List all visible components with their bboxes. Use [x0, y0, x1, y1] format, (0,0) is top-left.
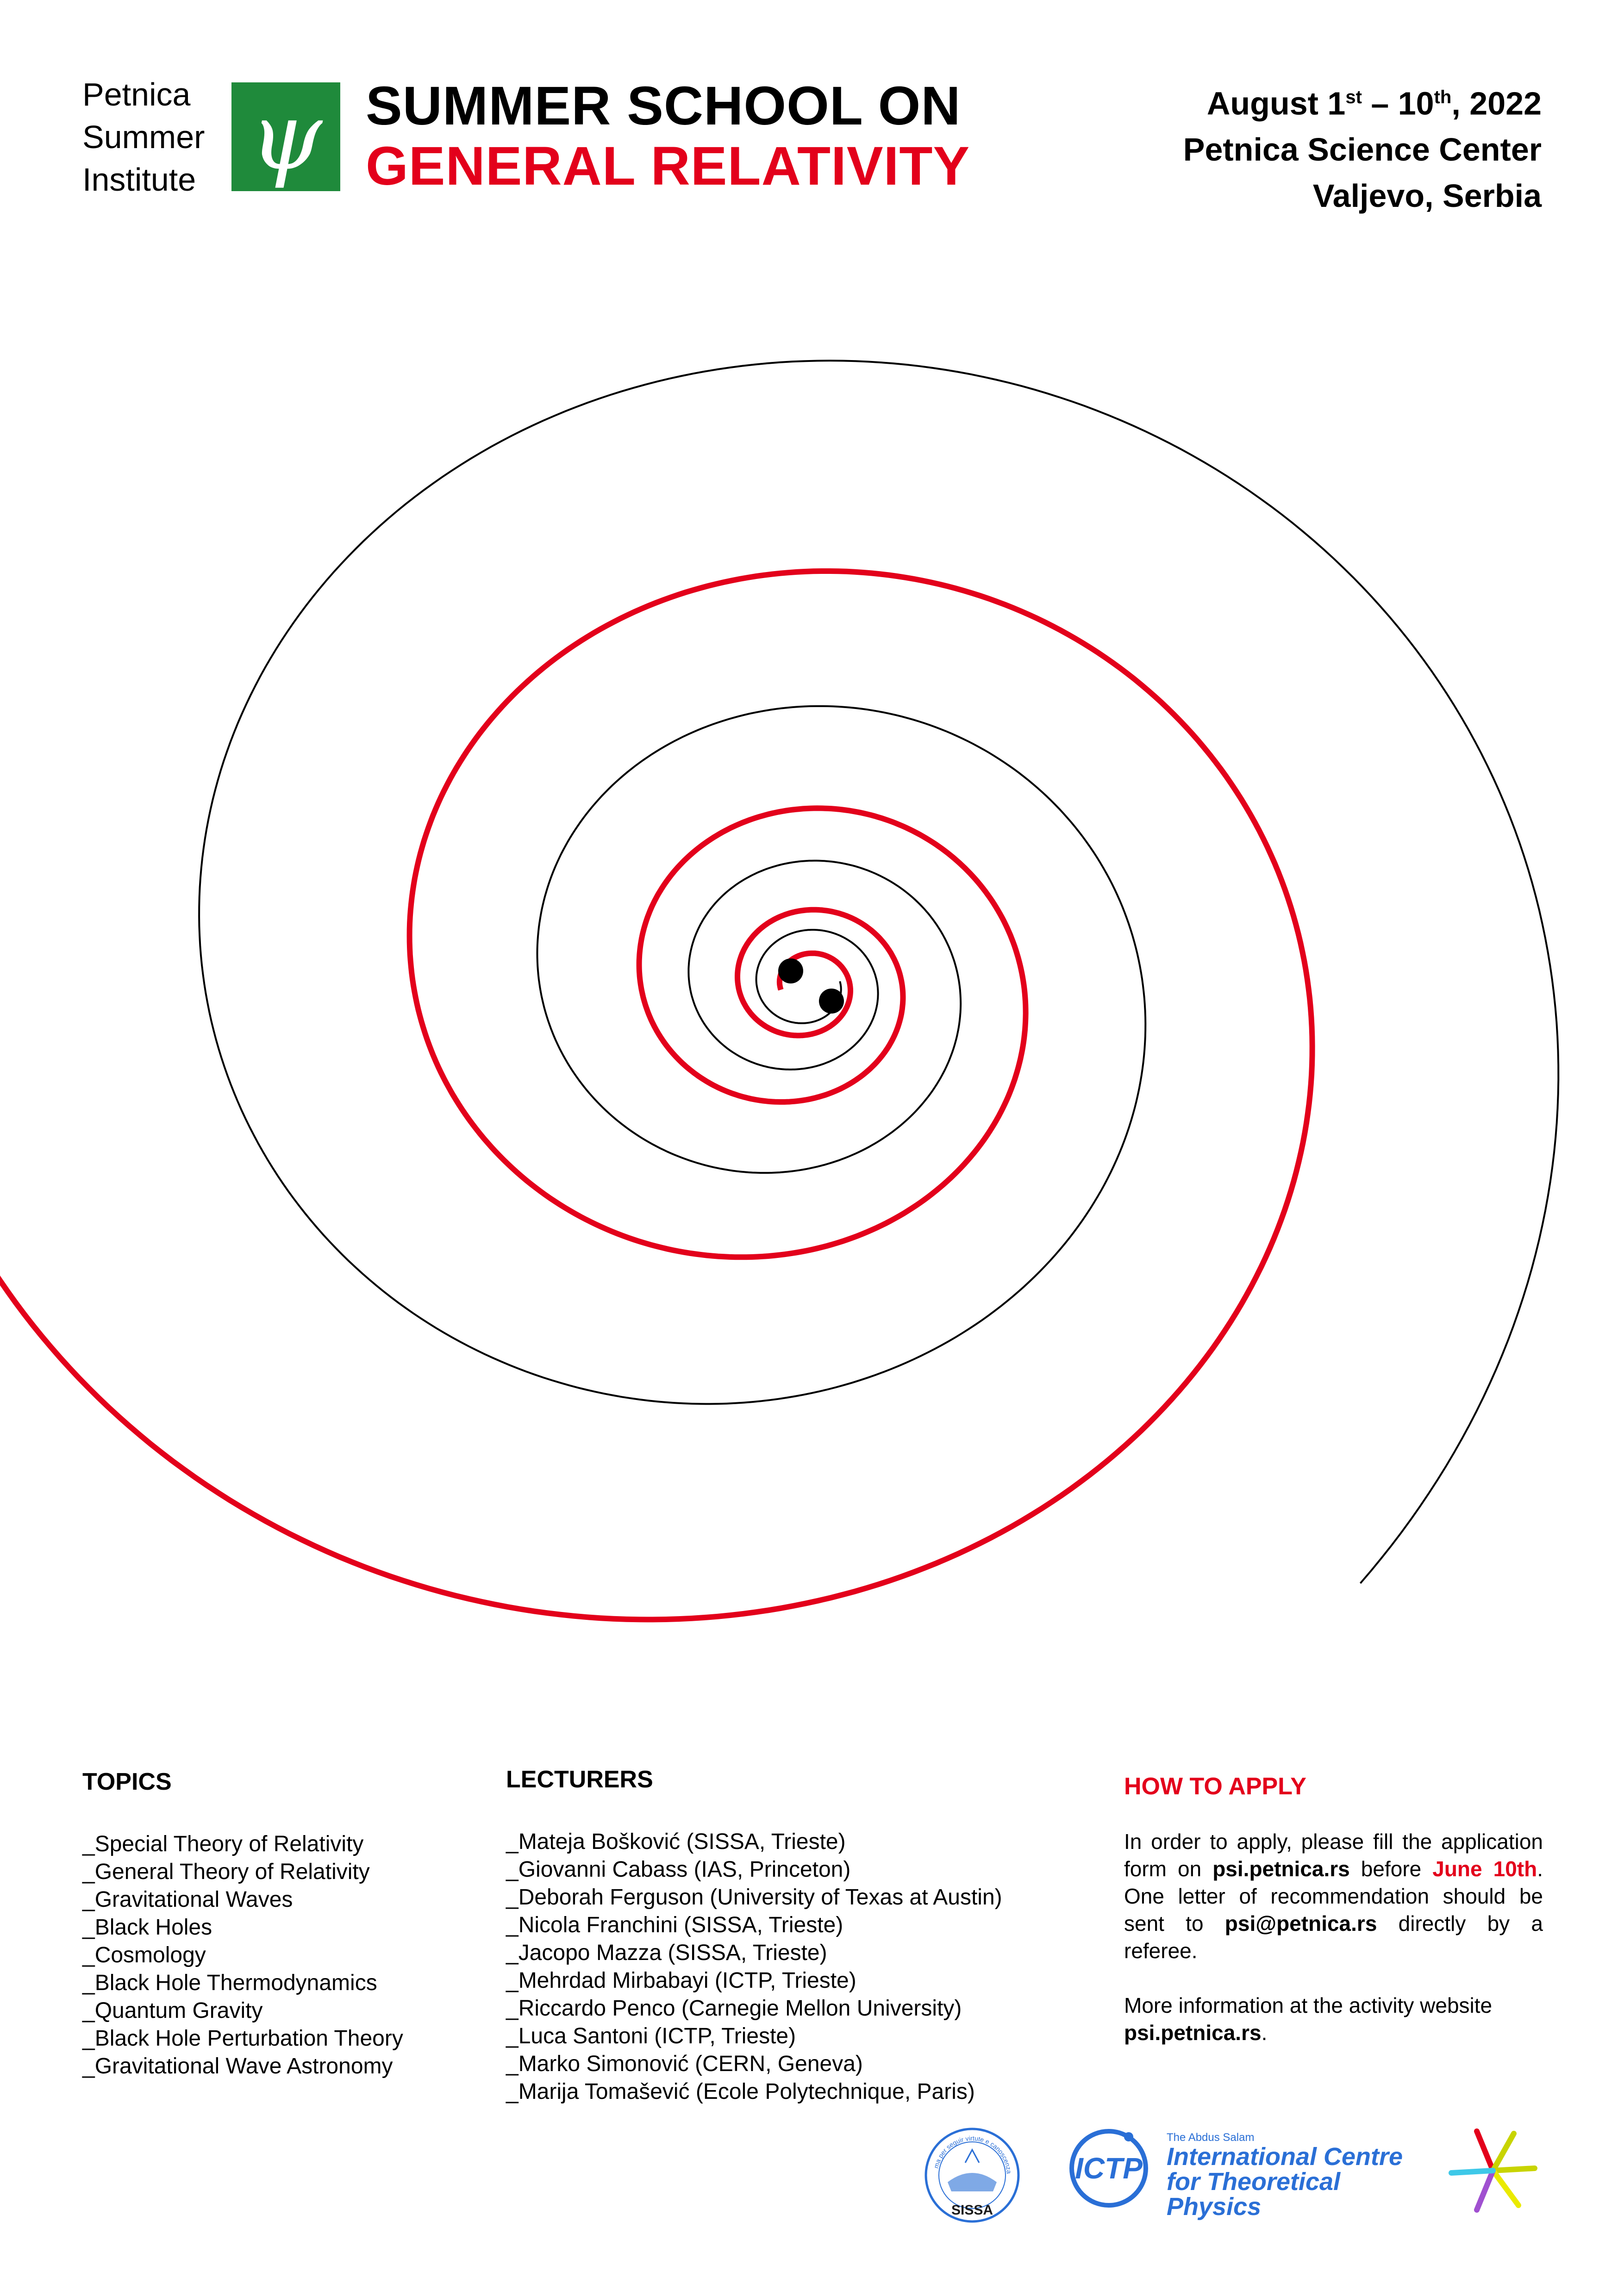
list-item: _Black Hole Perturbation Theory	[82, 2026, 403, 2051]
deadline: June 10th	[1432, 1857, 1537, 1881]
topics-heading: TOPICS	[82, 1768, 172, 1795]
institute-line: Summer	[82, 119, 205, 155]
ictp-logo	[1065, 2122, 1440, 2221]
ictp-name: International Centre for Theoretical Physics	[1167, 2143, 1403, 2221]
svg-text:SISSA: SISSA	[951, 2203, 993, 2218]
lecturers-heading: LECTURERS	[506, 1766, 653, 1793]
ictp-subtitle: The Abdus Salam	[1167, 2131, 1255, 2144]
list-item: _Special Theory of Relativity	[82, 1832, 364, 1856]
black-hole-icon	[778, 958, 803, 983]
event-date: August 1st – 10th, 2022	[1206, 85, 1542, 122]
list-item: _Cosmology	[82, 1943, 206, 1967]
institute-name	[82, 73, 205, 201]
list-item: _Giovanni Cabass (IAS, Princeton)	[506, 1857, 851, 1882]
list-item: _Nicola Franchini (SISSA, Trieste)	[506, 1913, 843, 1937]
list-item: _Gravitational Waves	[82, 1887, 293, 1912]
list-item: _Quantum Gravity	[82, 1998, 263, 2023]
event-location: Valjevo, Serbia	[1312, 178, 1542, 214]
list-item: _Mehrdad Mirbabayi (ICTP, Trieste)	[506, 1968, 856, 1993]
list-item: _Jacopo Mazza (SISSA, Trieste)	[506, 1941, 827, 1965]
sissa-logo-icon	[919, 2122, 1025, 2228]
psi-logo-icon	[231, 82, 340, 191]
black-hole-icon	[819, 989, 844, 1014]
topics-section	[82, 1768, 485, 2080]
topics-list	[82, 1830, 485, 2080]
black-spiral-arm	[199, 361, 1558, 1583]
list-item: _Marija Tomašević (Ecole Polytechnique, Paris)	[506, 2079, 975, 2104]
list-item: _Riccardo Penco (Carnegie Mellon University)	[506, 1996, 962, 2021]
institute-line: Institute	[82, 162, 196, 198]
list-item: _Luca Santoni (ICTP, Trieste)	[506, 2024, 796, 2048]
list-item: _Deborah Ferguson (University of Texas at Austin)	[506, 1885, 1002, 1910]
ictp-logo-icon	[1065, 2127, 1153, 2210]
lecturers-section	[506, 1766, 1085, 2106]
list-item: _Gravitational Wave Astronomy	[82, 2054, 393, 2078]
title-line-1: SUMMER SCHOOL ON	[366, 75, 961, 137]
more-info: More information at the activity website psi.petnica.rs.	[1124, 1993, 1493, 2045]
psi-symbol: ψ	[250, 82, 322, 191]
lecturers-list	[506, 1828, 1085, 2106]
red-spiral-arm	[0, 571, 1312, 1619]
institute-line: Petnica	[82, 76, 191, 112]
website-link[interactable]: psi.petnica.rs	[1124, 2021, 1262, 2045]
application-link[interactable]: psi.petnica.rs	[1212, 1857, 1350, 1881]
event-info	[1183, 74, 1542, 219]
apply-instructions: In order to apply, please fill the application form on psi.petnica.rs before June 10th. One letter of recommendation should be sent to psi@petnica.rs directly by a referee.	[1124, 1829, 1543, 1963]
apply-heading: HOW TO APPLY	[1124, 1773, 1306, 1800]
svg-text:ma per seguir virtute e canosc: ma per seguir virtute e canoscenza	[932, 2134, 1013, 2174]
email-link[interactable]: psi@petnica.rs	[1224, 1911, 1377, 1935]
title-line-2: GENERAL RELATIVITY	[366, 136, 970, 197]
binary-inspiral-artwork	[0, 231, 1624, 1736]
event-venue: Petnica Science Center	[1183, 131, 1542, 168]
list-item: _Black Holes	[82, 1915, 212, 1940]
list-item: _General Theory of Relativity	[82, 1860, 370, 1884]
list-item: _Marko Simonović (CERN, Geneva)	[506, 2052, 863, 2076]
list-item: _Mateja Bošković (SISSA, Trieste)	[506, 1829, 846, 1854]
svg-text:ICTP: ICTP	[1075, 2152, 1143, 2185]
psi-star-icon	[1444, 2122, 1542, 2219]
list-item: _Black Hole Thermodynamics	[82, 1971, 377, 1995]
apply-section	[1124, 1773, 1543, 2047]
